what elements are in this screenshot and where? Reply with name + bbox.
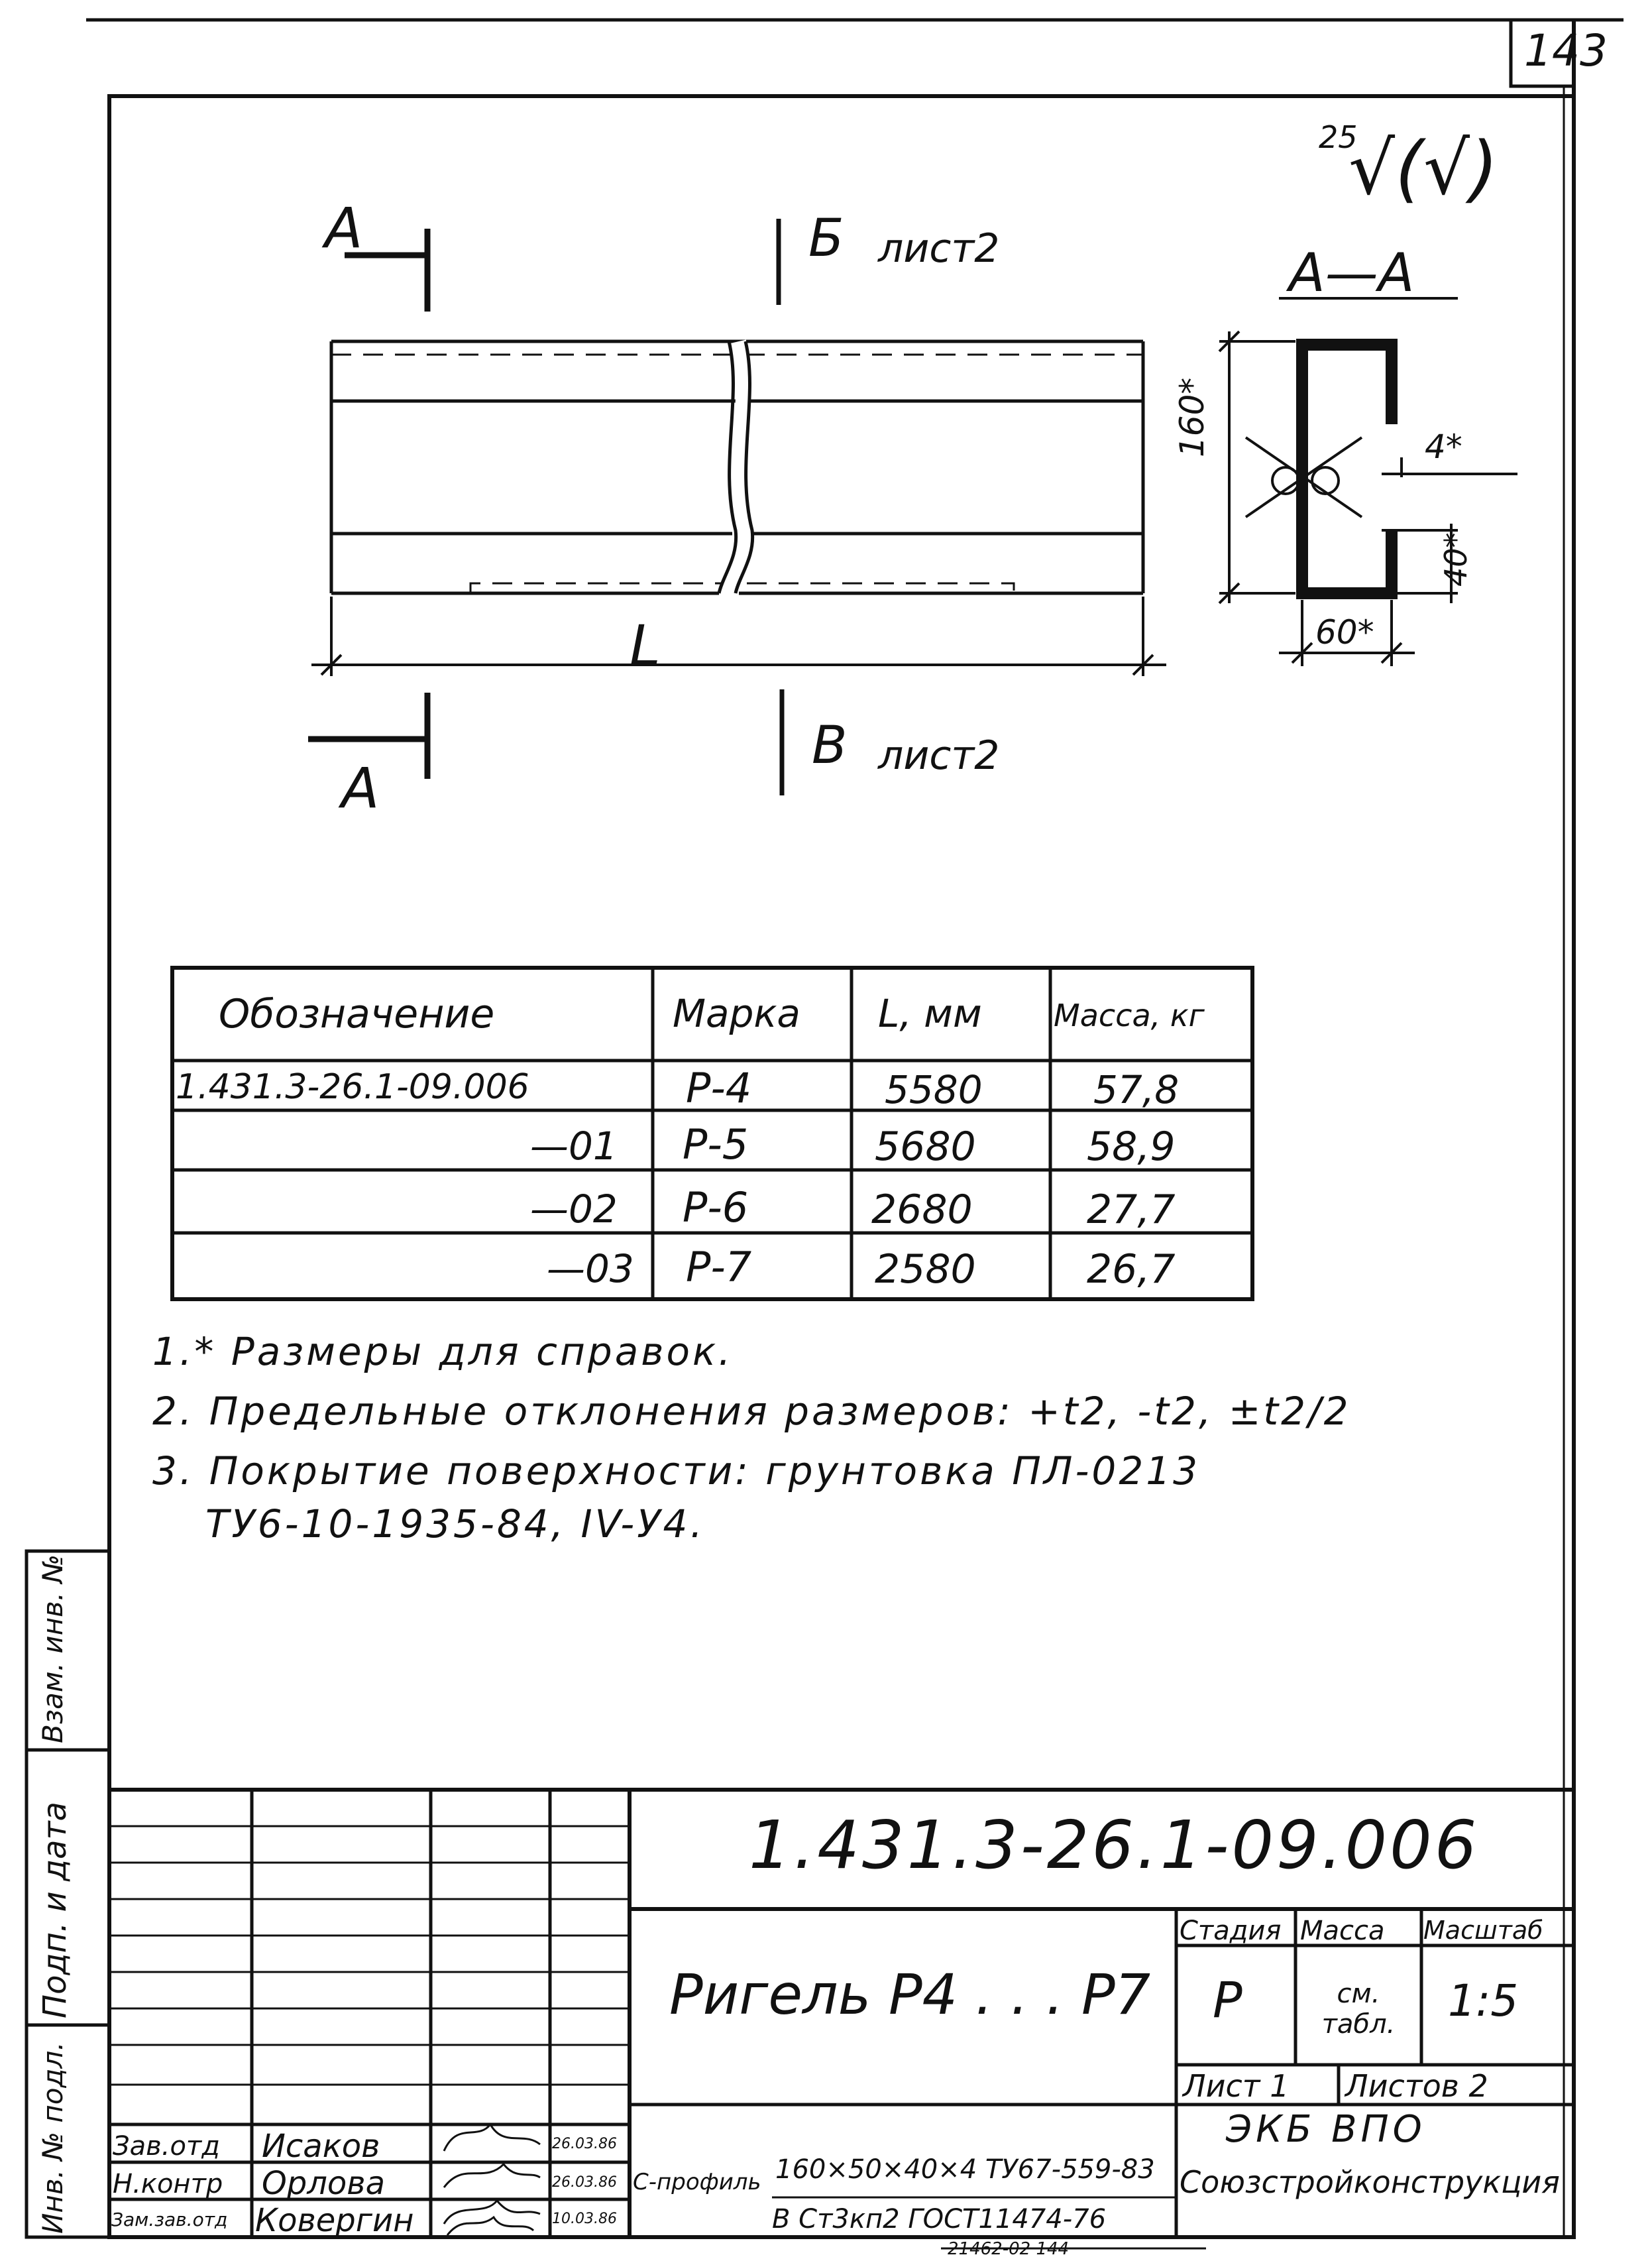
table-row-4-mass: 26,7 — [1087, 1246, 1176, 1293]
view-v-sheet: лист2 — [878, 732, 1000, 779]
cut-marks — [308, 219, 782, 795]
table-row-2-designation: —01 — [530, 1124, 618, 1169]
table-row-3-designation: —02 — [530, 1187, 618, 1232]
side-stamp-inv-number: Инв. № подл. — [36, 2042, 69, 2234]
side-stamp-replaced-inv: Взам. инв. № — [36, 1554, 69, 1743]
signer-1-role: Зав.отд — [113, 2131, 220, 2162]
table-row-1-length: 5580 — [885, 1067, 983, 1112]
sheet-index: Лист 1 — [1183, 2068, 1290, 2104]
signer-2-date: 26.03.86 — [552, 2174, 617, 2191]
table-header-mass: Масса, кг — [1054, 998, 1205, 1033]
bottom-archive-code: 21462-02 144 — [948, 2239, 1070, 2259]
note-1: 1.* Размеры для справок. — [152, 1329, 734, 1374]
mass-value: см. табл. — [1321, 1979, 1396, 2040]
cut-label-bottom: А — [341, 756, 380, 821]
scale-header: Масштаб — [1423, 1916, 1543, 1945]
table-header-length: L, мм — [878, 991, 982, 1036]
table-row-1-mass: 57,8 — [1093, 1067, 1180, 1112]
roughness-symbol: √(√) — [1349, 126, 1499, 211]
part-name: Ригель Р4 . . . Р7 — [669, 1962, 1151, 2027]
view-b-letter: Б — [808, 209, 844, 268]
section-a-a — [1219, 298, 1517, 666]
dim-flange: 4* — [1425, 428, 1462, 466]
table-row-3-mass: 27,7 — [1087, 1187, 1176, 1233]
signer-2-role: Н.контр — [113, 2169, 223, 2199]
organization-line-1: ЭКБ ВПО — [1226, 2108, 1426, 2151]
table-row-3-length: 2680 — [871, 1187, 973, 1233]
note-3: 3. Покрытие поверхности: грунтовка ПЛ-0213 — [152, 1448, 1201, 1493]
note-3-continued: ТУ6-10-1935-84, IV-У4. — [205, 1501, 705, 1546]
table-row-3-mark: Р-6 — [683, 1183, 749, 1232]
length-label: L — [630, 613, 661, 678]
table-row-1-mark: Р-4 — [686, 1064, 752, 1112]
beam-elevation — [331, 341, 1143, 593]
material-label: С-профиль — [633, 2169, 761, 2195]
scale-value: 1:5 — [1448, 1975, 1519, 2026]
table-header-mark: Марка — [673, 991, 800, 1036]
material-profile: 160×50×40×4 ТУ67-559-83 — [775, 2154, 1155, 2185]
table-row-2-length: 5680 — [875, 1124, 976, 1170]
sheets-total: Листов 2 — [1345, 2068, 1488, 2104]
note-2: 2. Предельные отклонения размеров: +t2, -t2, ±t2/2 — [152, 1389, 1351, 1434]
signer-1-name: Исаков — [262, 2128, 380, 2165]
stage-header: Стадия — [1180, 1916, 1282, 1946]
view-v-letter: В — [812, 716, 848, 776]
dim-width: 60* — [1315, 613, 1374, 652]
table-row-4-mark: Р-7 — [686, 1243, 752, 1291]
table-row-1-designation: 1.431.3-26.1-09.006 — [176, 1067, 529, 1107]
table-row-4-length: 2580 — [875, 1246, 976, 1293]
table-row-2-mass: 58,9 — [1087, 1124, 1176, 1170]
signer-1-date: 26.03.86 — [552, 2136, 617, 2152]
roughness-value: 25 — [1319, 119, 1358, 155]
length-dimension — [311, 597, 1166, 676]
mass-header: Масса — [1300, 1916, 1385, 1946]
table-header-designation: Обозначение — [219, 991, 495, 1037]
signer-3-date: 10.03.86 — [552, 2211, 617, 2227]
material-steel: В Ст3кп2 ГОСТ11474-76 — [772, 2204, 1107, 2234]
cut-label-top: А — [325, 196, 363, 261]
document-code: 1.431.3-26.1-09.006 — [749, 1806, 1480, 1884]
stage-value: Р — [1213, 1972, 1242, 2029]
signatures — [444, 2124, 540, 2235]
view-b-sheet: лист2 — [878, 225, 1000, 272]
organization-line-2: Союзстройконструкция — [1180, 2164, 1560, 2200]
side-stamp-signature-date: Подп. и дата — [36, 1802, 74, 2018]
section-label: А—А — [1289, 242, 1415, 304]
signer-3-role: Зам.зав.отд — [111, 2209, 228, 2230]
table-row-2-mark: Р-5 — [683, 1120, 749, 1169]
sheet-number: 143 — [1524, 25, 1608, 76]
signer-3-name: Ковергин — [255, 2202, 414, 2239]
table-row-4-designation: —03 — [547, 1246, 634, 1291]
dim-height: 160* — [1173, 377, 1211, 457]
dim-lip: 40* — [1438, 532, 1474, 587]
signer-2-name: Орлова — [262, 2165, 385, 2202]
